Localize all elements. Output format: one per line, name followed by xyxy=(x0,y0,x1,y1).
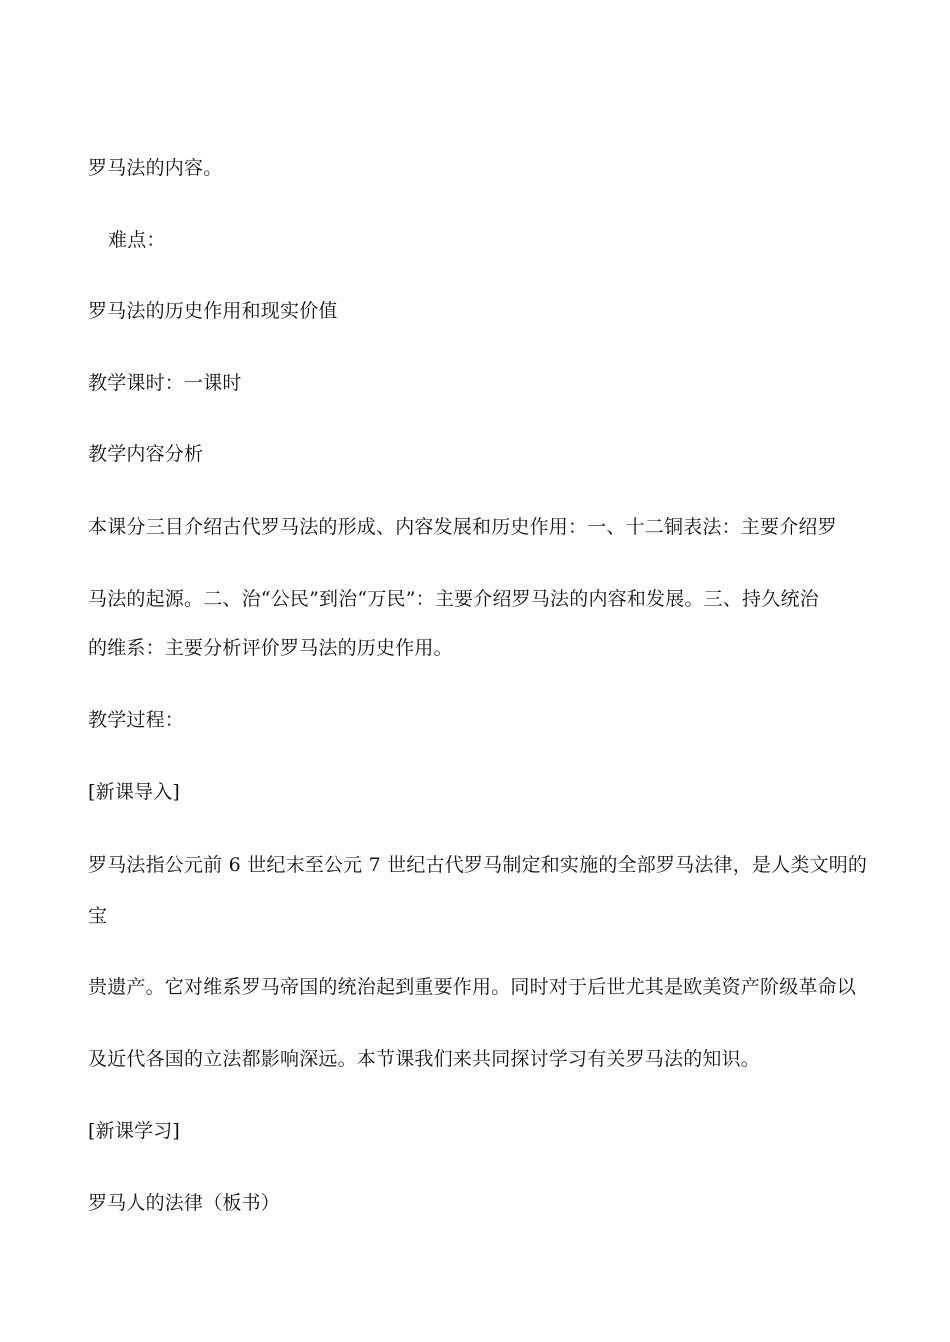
board-title: 罗马人的法律（板书） xyxy=(88,1192,281,1214)
paragraph-line-11: 罗马法指公元前 6 世纪末至公元 7 世纪古代罗马制定和实施的全部罗马法律，是人类文明的 xyxy=(88,854,868,876)
section-tag-intro: [新课导入] xyxy=(88,781,181,803)
section-heading-process: 教学过程： xyxy=(88,709,185,731)
section-heading-content-analysis: 教学内容分析 xyxy=(88,443,204,465)
section-tag-study: [新课学习] xyxy=(88,1120,181,1142)
text-line-4: 教学课时：一课时 xyxy=(88,372,242,394)
paragraph-line-13: 贵遗产。它对维系罗马帝国的统治起到重要作用。同时对于后世尤其是欧美资产阶级革命以 xyxy=(88,976,857,998)
text-line-1: 罗马法的内容。 xyxy=(88,157,223,179)
paragraph-line-8: 的维系：主要分析评价罗马法的历史作用。 xyxy=(88,637,453,659)
paragraph-line-12: 宝 xyxy=(88,905,108,927)
section-label-difficulty: 难点： xyxy=(108,229,166,251)
paragraph-line-6: 本课分三目介绍古代罗马法的形成、内容发展和历史作用：一、十二铜表法：主要介绍罗 xyxy=(88,516,837,538)
paragraph-line-7: 马法的起源。二、治“公民”到治“万民”：主要介绍罗马法的内容和发展。三、持久统治 xyxy=(88,588,819,610)
text-line-3: 罗马法的历史作用和现实价值 xyxy=(88,300,338,322)
paragraph-line-14: 及近代各国的立法都影响深远。本节课我们来共同探讨学习有关罗马法的知识。 xyxy=(88,1048,761,1070)
